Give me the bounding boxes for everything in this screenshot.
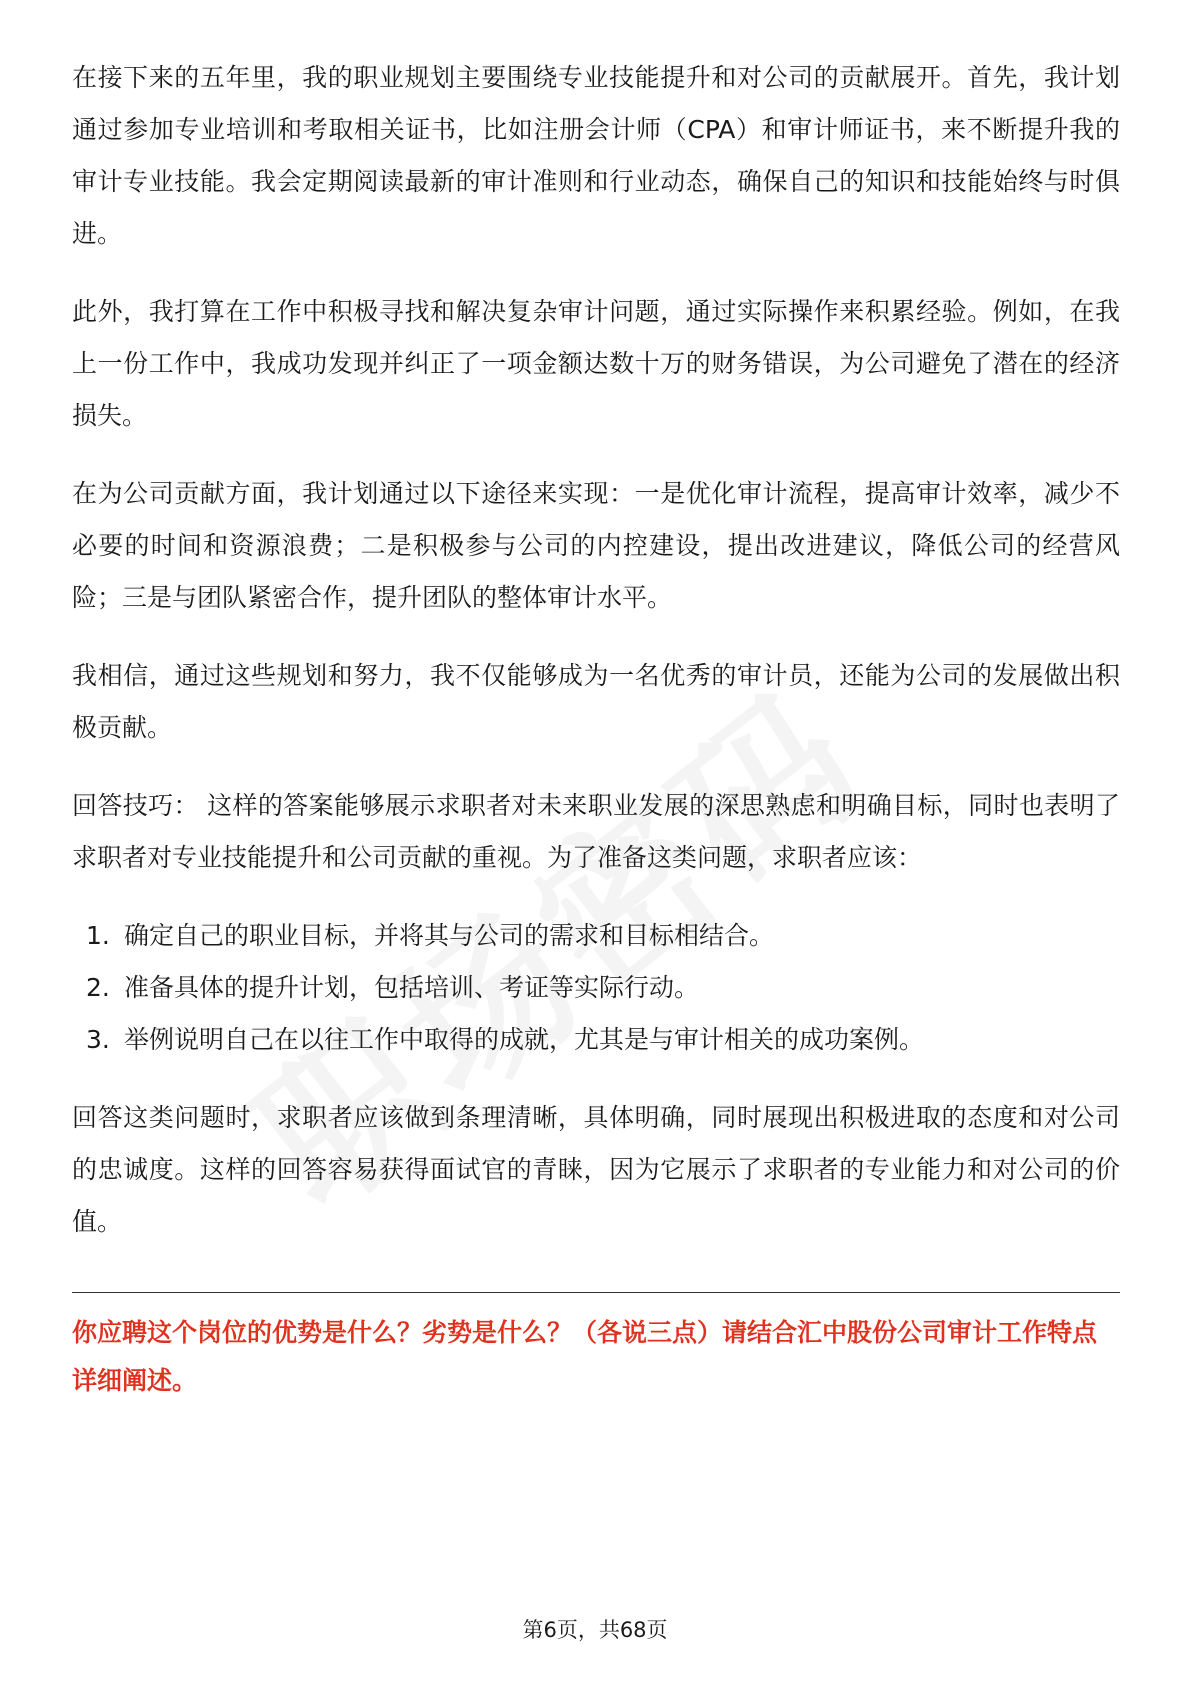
list-item [72,910,1120,962]
list-item-number: 2. [86,973,110,1002]
paragraph-belief: 我相信，通过这些规划和努力，我不仅能够成为一名优秀的审计员，还能为公司的发展做出积极贡献。 [72,661,1120,742]
list-item-number: 1. [86,921,110,950]
tips-list [72,910,1120,1066]
paragraph-experience: 此外，我打算在工作中积极寻找和解决复杂审计问题，通过实际操作来积累经验。例如，在我上一份工作中，我成功发现并纠正了一项金额达数十万的财务错误，为公司避免了潜在的经济损失。 [72,297,1120,430]
list-item-number: 3. [86,1025,110,1054]
section-divider [72,1292,1120,1293]
list-item [72,962,1120,1014]
paragraph-career-plan: 在接下来的五年里，我的职业规划主要围绕专业技能提升和对公司的贡献展开。首先，我计划通过参加专业培训和考取相关证书，比如注册会计师（CPA）和审计师证书，来不断提升我的审计专业技能。我会定期阅读最新的审计准则和行业动态，确保自己的知识和技能始终与时俱进。 [72,63,1120,248]
paragraph-contribution: 在为公司贡献方面，我计划通过以下途径来实现：一是优化审计流程，提高审计效率，减少不必要的时间和资源浪费；二是积极参与公司的内控建设，提出改进建议，降低公司的经营风险；三是与团队紧密合作，提升团队的整体审计水平。 [72,479,1120,612]
next-question-heading: 你应聘这个岗位的优势是什么？劣势是什么？（各说三点）请结合汇中股份公司审计工作特点详细阐述。 [72,1318,1098,1395]
paragraph-answer-tips: 回答技巧： 这样的答案能够展示求职者对未来职业发展的深思熟虑和明确目标，同时也表明了求职者对专业技能提升和公司贡献的重视。为了准备这类问题，求职者应该： [72,791,1120,872]
list-item [72,1014,1120,1066]
list-item-text: 准备具体的提升计划，包括培训、考证等实际行动。 [124,973,700,1002]
list-item-text: 举例说明自己在以往工作中取得的成就，尤其是与审计相关的成功案例。 [124,1025,925,1054]
paragraph-summary: 回答这类问题时，求职者应该做到条理清晰，具体明确，同时展现出积极进取的态度和对公司的忠诚度。这样的回答容易获得面试官的青睐，因为它展示了求职者的专业能力和对公司的价值。 [72,1103,1120,1236]
list-item-text: 确定自己的职业目标，并将其与公司的需求和目标相结合。 [124,921,775,950]
document-page [72,52,1120,1405]
page-number: 第6页，共68页 [522,1618,668,1642]
